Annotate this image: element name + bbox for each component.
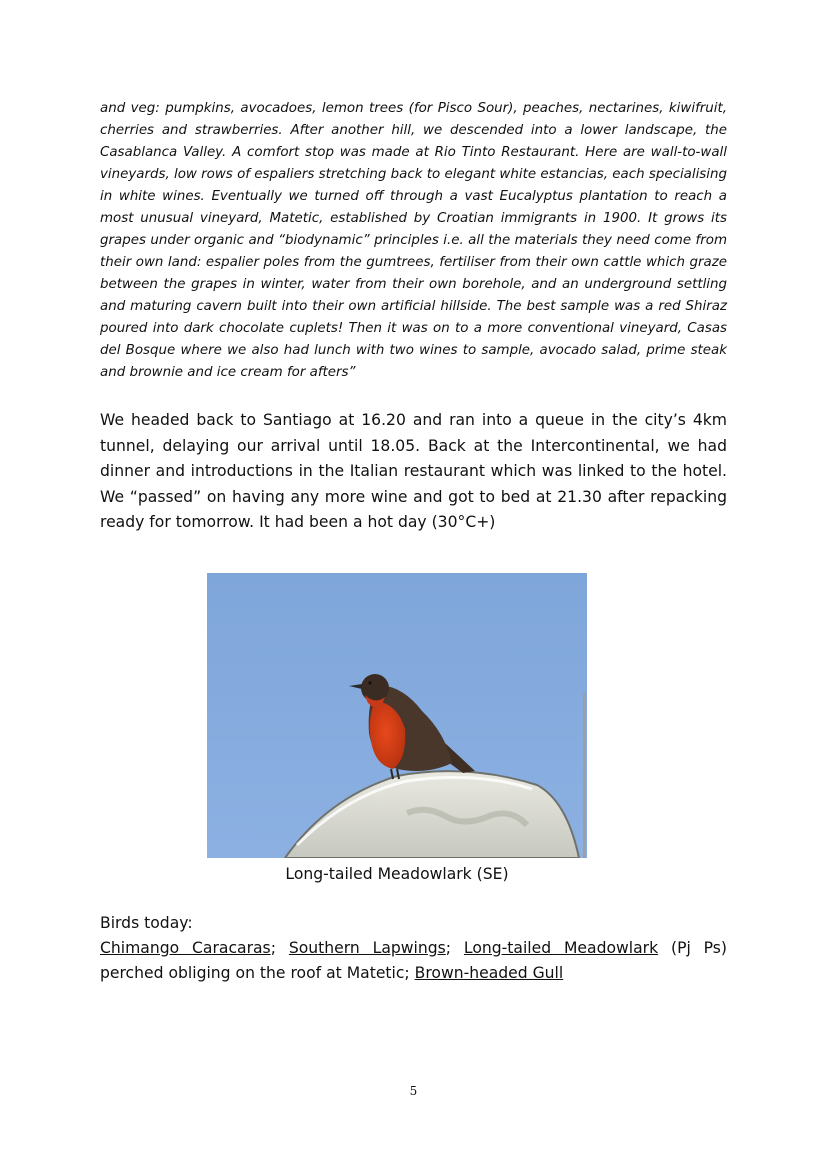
bird-separator: ; (445, 939, 464, 957)
diary-narrative-paragraph: We headed back to Santiago at 16.20 and ran into a queue in the city’s 4km tunnel, delaying our arrival until 18.05. Back at the Intercontinental, we had dinner and introductions in the Italian restaurant which was linked to the hotel. We “passed” on having any more wine and got to bed at 21.30 after repacking ready for tomorrow. It had been a hot day (30°C+) (100, 411, 727, 531)
bird-link-southern-lapwings[interactable]: Southern Lapwings (288, 939, 446, 957)
bird-link-brown-headed-gull[interactable]: Brown-headed Gull (414, 964, 564, 982)
meadowlark-note: (Pj Ps) perched obliging on the roof at Matetic; (100, 939, 728, 982)
quoted-tour-description: and veg: pumpkins, avocadoes, lemon trees (for Pisco Sour), peaches, nectarines, kiwifruit, cherries and strawberries. After another hill, we descended into a lower landscape, the Casablanca Valley. A comfort stop was made at Rio Tinto Restaurant. Here are wall-to-wall vineyards, low rows of espaliers stretching back to elegant white estancias, each specialising in white wines. Eventually we turned off through a vast Eucalyptus plantation to reach a most unusual vineyard, Matetic, established by Croatian immigrants in 1900. It grows its grapes under organic and “biodynamic” principles i.e. all the materials they need come from their own land: espalier poles from the gumtrees, fertiliser from their own cattle which graze between the grapes in winter, water from their own borehole, and an underground settling and maturing cavern built into their own artificial hillside. The best sample was a red Shiraz poured into dark chocolate cuplets! Then it was on to a more conventional vineyard, Casas del Bosque where we also had lunch with two wines to sample, avocado salad, prime steak and brownie and ice cream for afters” (100, 101, 727, 380)
photo-caption: Long-tailed Meadowlark (SE) (285, 865, 509, 883)
birds-today-list (100, 936, 727, 986)
birds-today-heading: Birds today: (100, 914, 193, 932)
page-number: 5 (409, 1084, 418, 1098)
pole (583, 693, 586, 858)
bird-eye (368, 681, 371, 684)
bird-separator: ; (270, 939, 289, 957)
meadowlark-photo (207, 573, 587, 858)
bird-head (361, 674, 389, 702)
bird-link-long-tailed-meadowlark[interactable]: Long-tailed Meadowlark (463, 939, 659, 957)
bird-link-chimango-caracaras[interactable]: Chimango Caracaras (100, 939, 271, 957)
